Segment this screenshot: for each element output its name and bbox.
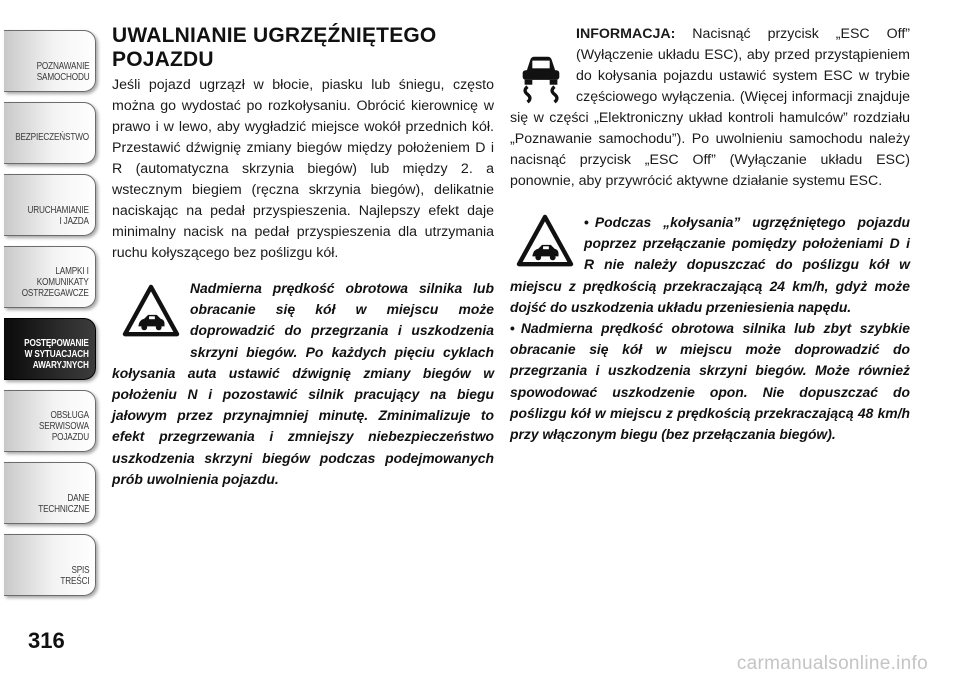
tab-label: OBSŁUGA SERWISOWA POJAZDU — [38, 410, 89, 443]
intro-paragraph: Jeśli pojazd ugrzązł w błocie, piasku lub śniegu, często można go wydostać po rozkołysaniu. Obrócić kierownicę w prawo i w lewo, aby wygładzić miejsce wokół przednich kół. Przestawić dźwignię zmiany biegów między położeniem D i R (automatyczna skrzynia biegów) lub między 2. a wstecznym biegiem (ręczna skrzynia biegów), delikatnie naciskając na pedał przyspieszenia. Najlepszy efekt daje minimalny nacisk na pedał przyspieszenia dla utrzymania ruchu kołyszącego bez poślizgu kół. — [112, 77, 494, 261]
tab-label: URUCHAMIANIE I JAZDA — [27, 205, 89, 227]
tab-lampki-i-komunikaty[interactable] — [4, 246, 96, 308]
tab-poznawanie-samochodu[interactable] — [4, 30, 96, 92]
tab-label: DANE TECHNICZNE — [37, 493, 89, 515]
page-number: 316 — [28, 628, 65, 653]
tab-spis-tresci[interactable] — [4, 534, 96, 596]
tab-bezpieczenstwo[interactable] — [4, 102, 96, 164]
warning-bullet-2 — [510, 318, 910, 445]
tab-dane-techniczne[interactable] — [4, 462, 96, 524]
warning-triangle-car-icon — [122, 284, 180, 338]
tab-uruchamianie-i-jazda[interactable] — [4, 174, 96, 236]
tab-label: POSTĘPOWANIE W SYTUACJACH AWARYJNYCH — [24, 338, 89, 371]
info-heading: INFORMACJA: — [576, 26, 676, 42]
chapter-sidebar — [0, 0, 100, 600]
right-column — [510, 24, 910, 445]
tab-label: SPIS TREŚCI — [59, 565, 89, 587]
tab-label: POZNAWANIE SAMOCHODU — [36, 61, 89, 83]
warning-left-text: Nadmierna prędkość obrotowa silnika lub obracanie się kół w miejscu może doprowadzić do przegrzania i uszkodzenia skrzyni biegów. Po każdych pięciu cyklach kołysania auta ustawić dźwignię zmiany biegów w położeniu N i pozostawić silnik pracujący na biegu jałowym przez przynajmniej minutę. Zminimalizuje to efekt przegrzewania i zmniejszy niebezpieczeństwo uszkodzenia skrzyni biegów podczas podejmowanych prób uwolnienia pojazdu. — [112, 280, 494, 487]
esc-skid-car-icon — [516, 50, 566, 104]
tab-obsluga-serwisowa[interactable] — [4, 390, 96, 452]
warning-triangle-car-icon — [516, 214, 574, 268]
section-title-line1: UWALNIANIE UGRZĘŹNIĘTEGO — [112, 24, 437, 47]
tab-label: LAMPKI I KOMUNIKATY OSTRZEGAWCZE — [22, 266, 89, 299]
tab-label: BEZPIECZEŃSTWO — [15, 132, 89, 143]
warning-right — [510, 212, 910, 445]
tab-postepowanie-awaryjne[interactable] — [4, 318, 96, 380]
info-block — [510, 24, 910, 192]
watermark: carmanualsonline.info — [736, 653, 928, 674]
info-text: Nacisnąć przycisk „ESC Off” (Wyłączenie układu ESC), aby przed przystąpieniem do kołysania pojazdu ustawić system ESC w trybie częściowego wyłączenia. (Więcej informacji znajduje się w części „Elektroniczny układ kontroli hamulców” rozdziału „Poznawanie samochodu”). Po uwolnieniu samochodu należy nacisnąć przycisk „ESC Off” (Wyłączanie układu ESC) ponownie, aby przywrócić aktywne działanie systemu ESC. — [510, 26, 910, 189]
left-column — [112, 24, 494, 490]
warning-bullet-1-text: Podczas „kołysania” ugrzęźniętego pojazdu poprzez przełączanie pomiędzy położeniami D i R nie należy dopuszczać do poślizgu kół w miejscu z prędkością przekraczającą 24 km/h, gdyż może dojść do uszkodzenia układu przeniesienia napędu. — [510, 214, 910, 315]
section-title — [112, 24, 494, 72]
warning-bullet-2-text: Nadmierna prędkość obrotowa silnika lub zbyt szybkie obracanie się kół w miejscu może doprowadzić do przegrzania i uszkodzenia skrzyni biegów. Może również spowodować uszkodzenie opon. Nie dopuszczać do poślizgu kół w miejscu z prędkością przekraczającą 48 km/h przy włączonym biegu (bez przełączania biegów). — [510, 320, 910, 443]
section-title-line2: POJAZDU — [112, 48, 214, 71]
warning-left — [112, 278, 494, 490]
